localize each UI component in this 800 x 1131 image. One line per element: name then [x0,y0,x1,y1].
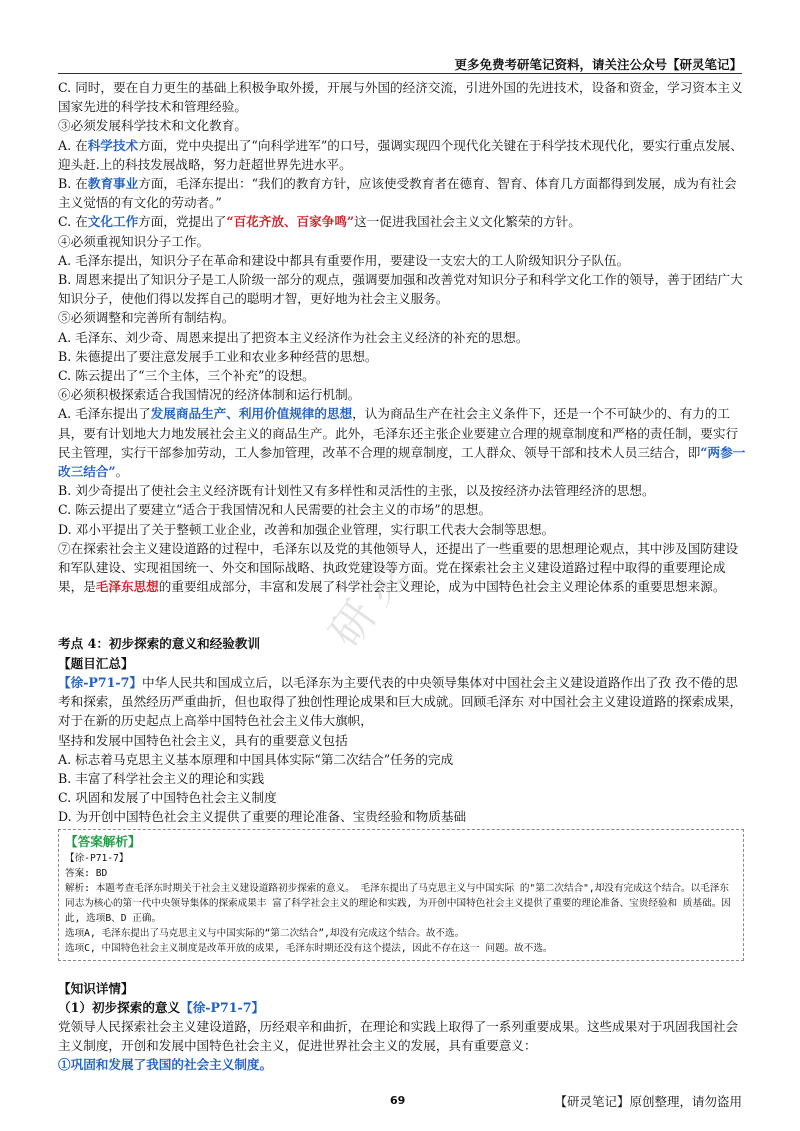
highlight-mao-thought: 毛泽东思想 [95,579,159,595]
option-a: A. 标志着马克思主义基本原理和中国具体实际“第二次结合”任务的完成 [58,751,454,767]
question-ref: 【徐-P71-7】 [58,674,142,690]
paragraph-a4: A. 毛泽东提出，知识分子在革命和建设中都具有重要作用，要建设一支宏大的工人阶级知识分子队伍。 [58,252,630,268]
spacer [58,596,748,634]
option-c: C. 巩固和发展了中国特色社会主义制度 [58,790,277,806]
sub-title-ref: 【徐-P71-7】 [180,999,265,1015]
answer-box [58,829,744,961]
heading-6: ⑥必须积极探索适合我国情况的经济体制和运行机制。 [58,387,361,403]
answer-ref: 【徐-P71-7】 [65,852,129,864]
detail-label: 【知识详情】 [58,980,134,996]
sub-title: （1）初步探索的意义【徐-P71-7】 [58,999,265,1015]
paragraph-b6: B. 刘少奇提出了使社会主义经济既有计划性又有多样性和灵活性的主张，以及按经济办法管理经济的思想。 [58,483,655,499]
paragraph-b5: B. 朱德提出了要注意发展手工业和农业多种经营的思想。 [58,348,378,364]
heading-5: ⑤必须调整和完善所有制结构。 [58,310,235,326]
highlight-commodity: 发展商品生产、利用价值规律的思想 [150,406,353,422]
paragraph-b4: B. 周恩来提出了知识分子是工人阶级一部分的观点，强调要加强和改善党对知识分子和科学文化工作的领导，善于团结广大知识分子，使他们得以发挥自己的聪明才智，更好地为社会主义服务。 [58,272,743,307]
highlight-liangcan: “两参一改三结合” [58,444,746,480]
highlight-hundred-flowers: “百花齐放、百家争鸣” [226,214,355,230]
section-title: 考点 4：初步探索的意义和经验教训 [58,636,261,652]
paragraph-c6: C. 陈云提出了要建立“适合于我国情况和人民需要的社会主义的市场”的思想。 [58,502,492,518]
page-number: 69 [390,1094,406,1107]
heading-4: ④必须重视知识分子工作。 [58,233,210,249]
paragraph-a3: A. 在科学技术方面，党中央提出了“向科学进军”的口号，强调实现四个现代化关键在于科学技术现代化，要实行重点发展、迎头赶.上的科技发展战略，努力赶超世界先进水平。 [58,137,743,172]
header-divider [58,73,742,74]
paragraph-c3: C. 在文化工作方面，党提出了“百花齐放、百家争鸣”这一促进我国社会主义文化繁荣的方针。 [58,214,581,230]
paragraph-a5: A. 毛泽东、刘少奇、周恩来提出了把资本主义经济作为社会主义经济的补充的思想。 [58,329,529,345]
heading-3: ③必须发展科学技术和文化教育。 [58,118,247,134]
paragraph-h7: ⑦在探索社会主义建设道路的过程中，毛泽东以及党的其他领导人，还提出了一些重要的思想理论观点，其中涉及国防建设和军队建设、实现祖国统一、外交和国际战略、执政党建设等方面。党在探索社会主义建设道路过程中取得的重要理论成果，是毛泽东思想的重要组成部分，丰富和发展了科学社会主义理论，成为中国特色社会主义理论体系的重要思想来源。 [58,540,739,595]
paragraph-b3: B. 在教育事业方面，毛泽东提出：“我们的教育方针，应该使受教育者在德育、智育、体育几方面都得到发展，成为有社会主义觉悟的有文化的劳动者。” [58,176,737,211]
answer-option-a: 选项A, 毛泽东提出了马克思主义与中国实际的“第二次结合”,却没有完成这个结合。故不选。 [65,927,465,939]
option-b: B. 丰富了科学社会主义的理论和实践 [58,770,265,786]
paragraph-c1: C. 同时，要在自力更生的基础上积极争取外援，开展与外国的经济交流，引进外国的先进技术，设备和资金，学习资本主义国家先进的科学技术和管理经验。 [58,80,743,115]
summary-label: 【题目汇总】 [58,655,134,671]
highlight-culture: 文化工作 [87,214,139,230]
paragraph-a6: A. 毛泽东提出了发展商品生产、利用价值规律的思想，认为商品生产在社会主义条件下，还是一个不可缺少的、有力的工具，要有计划地大力地发展社会主义的商品生产。此外，毛泽东还主张企业要建立合理的规章制度和严格的责任制，要实行民主管理，实行干部参加劳动，工人参加管理，改革不合理的规章制度，工人群众、领导干部和技术人员三结合，即“两参一改三结合”。 [58,406,746,480]
answer-option-c: 选项C, 中国特色社会主义制度是改革开放的成果, 毛泽东时期还没有这个提法, 因此不存在这一 问题。故不选。 [65,942,553,954]
answer-title: 【答案解析】 [65,833,141,849]
spacer [58,961,748,979]
paragraph-c5: C. 陈云提出了“三个主体，三个补充”的设想。 [58,368,315,384]
paragraph-d6: D. 邓小平提出了关于整顿工业企业，改善和加强企业管理，实行职工代表大会制等思想。 [58,521,555,537]
answer-line: 答案: BD [65,867,108,879]
watermark: 研灵 [319,542,422,657]
detail-paragraph: 党领导人民探索社会主义建设道路，历经艰辛和曲折，在理论和实践上取得了一系列重要成果。这些成果对于巩固我国社会主义制度，开创和发展中国特色社会主义，促进世界社会主义的发展，具有重要意义： [58,1018,739,1054]
detail-item-1: ①巩固和发展了我国的社会主义制度。 [58,1057,273,1073]
question-text-2: 坚持和发展中国特色社会主义，具有的重要意义包括 [58,732,348,748]
footer-note: 【研灵笔记】原创整理，请勿盗用 [554,1094,742,1109]
highlight-science: 科学技术 [87,137,139,153]
option-d: D. 为开创中国特色社会主义提供了重要的理论准备、宝贵经验和物质基础 [58,809,467,825]
question-text: 【徐-P71-7】中华人民共和国成立后，以毛泽东为主要代表的中央领导集体对中国社会主义建设道路作出了孜 孜不倦的思考和探索，虽然经历严重曲折，但也取得了独创性理论成果和巨大成就。回顾毛泽东 对中国社会主义建设道路的探索成果，对于在新的历史起点上高举中国特色社会主义伟大旗帜， [58,674,743,729]
document-body [58,78,748,1075]
page-header: 更多免费考研笔记资料，请关注公众号【研灵笔记】 [454,57,742,72]
highlight-education: 教育事业 [87,176,139,192]
answer-explanation: 解析: 本题考查毛泽东时期关于社会主义建设道路初步探索的意义。 毛泽东提出了马克思主义与中国实际 的"第二次结合",却没有完成这个结合。以毛泽东同志为核心的第一代中央领导集体的探索成果丰 富了科学社会主义的理论和实践, 为开创中国特色社会主义提供了重要的理论准备、宝贵经验和 质基础。因此, 选项B、D 正确。 [65,882,731,924]
